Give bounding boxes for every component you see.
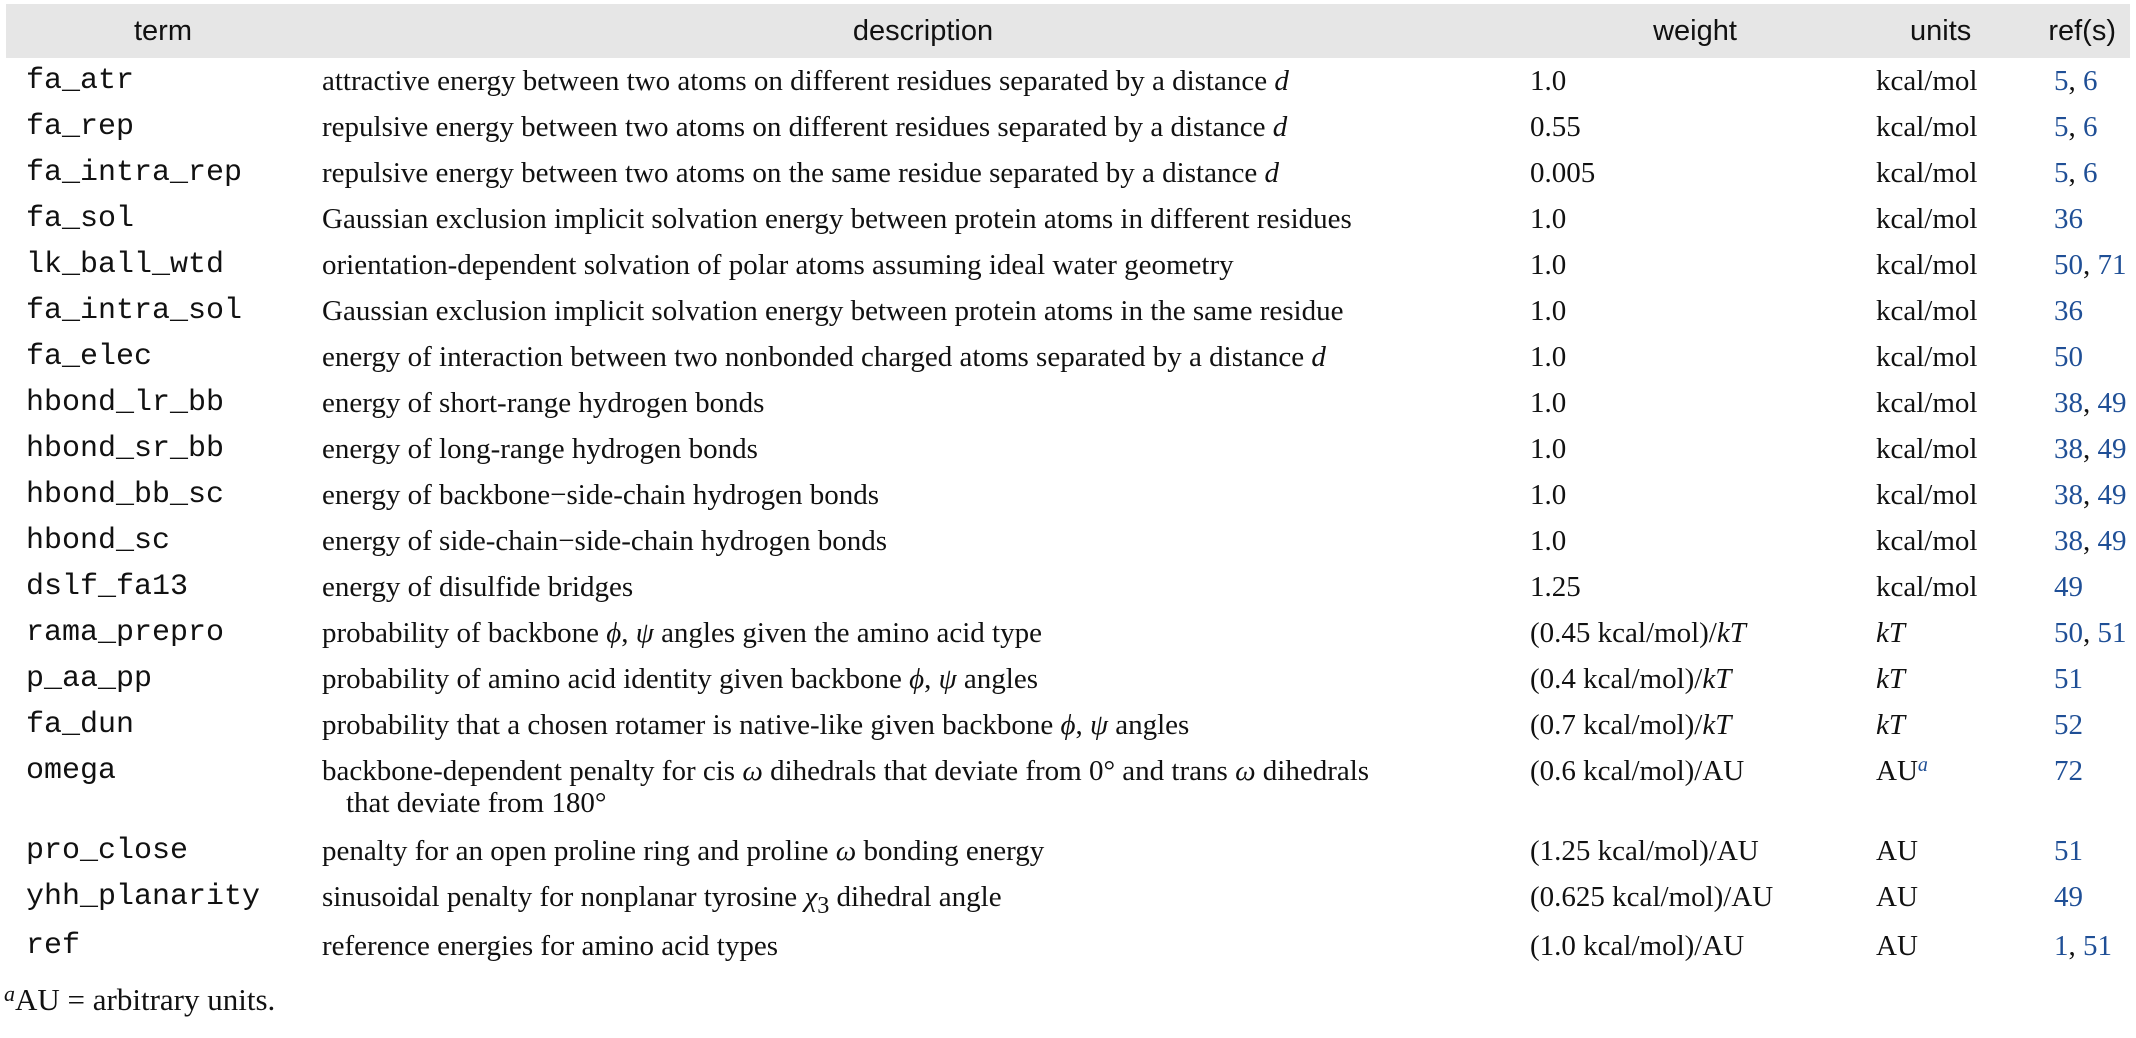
ref-link[interactable]: 1: [2054, 929, 2069, 962]
table-row: [6, 150, 2130, 196]
ref-link[interactable]: 6: [2083, 157, 2098, 189]
refs-cell: [2042, 828, 2130, 874]
units-cell: kcal/mol: [1876, 525, 1978, 557]
table-row: [6, 242, 2130, 288]
description-cell: probability of amino acid identity given backbone ϕ, ψ angles: [322, 663, 1038, 695]
table-row: [6, 828, 2130, 874]
units-cell: kT: [1876, 617, 1905, 649]
units-cell: kcal/mol: [1876, 387, 1978, 419]
ref-link[interactable]: 5: [2054, 157, 2069, 189]
ref-link[interactable]: 49: [2054, 571, 2083, 603]
table-row: [6, 288, 2130, 334]
units-cell: AU: [1876, 835, 1918, 867]
table-header-row: [6, 4, 2130, 58]
refs-cell: 5, 6: [2054, 111, 2098, 143]
score-terms-table: [6, 4, 2130, 969]
units-cell: kcal/mol: [1876, 203, 1978, 235]
units-cell: kcal/mol: [1876, 341, 1978, 373]
term-cell: fa_dun: [26, 708, 135, 742]
weight-cell: 1.0: [1530, 525, 1567, 557]
table-row: [6, 518, 2130, 564]
table-row: [6, 196, 2130, 242]
refs-cell: 38, 49: [2054, 433, 2127, 465]
refs-cell: 5, 6: [2054, 65, 2098, 97]
weight-cell: 1.0: [1530, 433, 1567, 465]
ref-link[interactable]: 49: [2097, 433, 2127, 465]
term-cell: p_aa_pp: [26, 662, 153, 696]
ref-link[interactable]: 51: [2054, 835, 2083, 867]
refs-cell: 5, 6: [2054, 157, 2098, 189]
weight-cell: 1.0: [1530, 295, 1567, 327]
ref-link[interactable]: 51: [2054, 663, 2083, 695]
weight-cell: 1.0: [1530, 65, 1567, 97]
refs-cell: 1, 51: [2054, 929, 2112, 962]
refs-cell: [2042, 196, 2130, 242]
term-cell: rama_prepro: [26, 616, 225, 650]
units-cell: kT: [1876, 709, 1905, 741]
refs-cell: 38, 49: [2054, 387, 2127, 419]
ref-link[interactable]: 6: [2083, 65, 2098, 97]
footnote-link[interactable]: a: [1917, 754, 1928, 776]
term-cell: dslf_fa13: [26, 570, 189, 604]
table-row: [6, 104, 2130, 150]
description-cell: energy of interaction between two nonbonded charged atoms separated by a distance d: [322, 341, 1326, 373]
description-cell: probability that a chosen rotamer is native-like given backbone ϕ, ψ angles: [322, 709, 1190, 741]
refs-cell: 38, 49: [2054, 525, 2127, 557]
description-cell: sinusoidal penalty for nonplanar tyrosine $\chi_3$ dihedral angle: [322, 881, 1002, 919]
units-cell: AU$^a$: [1876, 754, 1928, 787]
weight-cell: 0.55: [1530, 111, 1581, 143]
term-cell: fa_rep: [26, 110, 135, 144]
refs-cell: [2042, 334, 2130, 380]
header-units: units: [1910, 14, 1972, 47]
description-cell: repulsive energy between two atoms on different residues separated by a distance d: [322, 111, 1288, 143]
table-row: [6, 334, 2130, 380]
term-cell: ref: [26, 928, 81, 963]
table-row: [6, 472, 2130, 518]
weight-cell: (0.7 kcal/mol)/kT: [1530, 709, 1732, 741]
table-row: [6, 748, 2130, 828]
ref-link[interactable]: 50: [2054, 617, 2083, 649]
description-cell: reference energies for amino acid types: [322, 929, 778, 962]
weight-cell: (0.625 kcal/mol)/AU: [1530, 881, 1774, 913]
ref-link[interactable]: 49: [2054, 881, 2083, 913]
header-description: description: [852, 14, 994, 47]
ref-link[interactable]: 50: [2054, 341, 2083, 373]
weight-cell: (0.45 kcal/mol)/kT: [1530, 617, 1746, 649]
description-cell: energy of long-range hydrogen bonds: [322, 433, 758, 465]
table-row: [6, 58, 2130, 104]
term-cell: yhh_planarity: [26, 880, 261, 914]
term-cell: pro_close: [26, 834, 189, 868]
ref-link[interactable]: 51: [2083, 929, 2112, 962]
description-cell: energy of disulfide bridges: [322, 571, 634, 603]
units-cell: AU: [1876, 881, 1918, 913]
table-row: [6, 656, 2130, 702]
refs-cell: 50, 71: [2054, 249, 2127, 281]
description-cell: Gaussian exclusion implicit solvation energy between protein atoms in different residues: [322, 203, 1352, 235]
table-footnote: [4, 982, 275, 1018]
description-cell: energy of side-chain−side-chain hydrogen bonds: [322, 525, 888, 557]
weight-cell: (0.4 kcal/mol)/kT: [1530, 663, 1732, 695]
weight-cell: (1.0 kcal/mol)/AU: [1530, 929, 1745, 962]
ref-link[interactable]: 50: [2054, 249, 2083, 281]
refs-cell: [2042, 564, 2130, 610]
units-cell: kcal/mol: [1876, 433, 1978, 465]
header-refs: ref(s): [2048, 14, 2116, 47]
table-row: [6, 426, 2130, 472]
weight-cell: 1.0: [1530, 479, 1567, 511]
table-row: [6, 380, 2130, 426]
weight-cell: 1.0: [1530, 249, 1567, 281]
ref-link[interactable]: 72: [2054, 755, 2083, 787]
ref-link[interactable]: 36: [2054, 203, 2083, 235]
units-cell: AU: [1876, 929, 1918, 962]
table-row: [6, 564, 2130, 610]
ref-link[interactable]: 49: [2097, 525, 2127, 557]
term-cell: fa_atr: [26, 64, 135, 98]
description-cell: energy of backbone−side-chain hydrogen bonds: [322, 479, 879, 511]
refs-cell: 50, 51: [2054, 617, 2127, 649]
weight-cell: 1.0: [1530, 387, 1567, 419]
term-cell: fa_sol: [26, 202, 135, 236]
weight-cell: 1.0: [1530, 203, 1567, 235]
header-weight: weight: [1653, 14, 1737, 47]
term-cell: hbond_sr_bb: [26, 432, 225, 466]
description-cell: penalty for an open proline ring and proline ω bonding energy: [322, 835, 1045, 867]
description-continuation: that deviate from 180°: [346, 787, 607, 819]
units-cell: kcal/mol: [1876, 65, 1978, 97]
description-cell: orientation-dependent solvation of polar atoms assuming ideal water geometry: [322, 249, 1234, 281]
units-cell: kcal/mol: [1876, 157, 1978, 189]
refs-cell: [2042, 748, 2130, 828]
weight-cell: (0.6 kcal/mol)/AU: [1530, 755, 1745, 787]
description-cell: probability of backbone ϕ, ψ angles given the amino acid type: [322, 617, 1042, 649]
ref-link[interactable]: 38: [2054, 387, 2083, 419]
description-cell: repulsive energy between two atoms on the same residue separated by a distance d: [322, 157, 1279, 189]
refs-cell: [2042, 874, 2130, 923]
ref-link[interactable]: 71: [2097, 249, 2127, 281]
term-cell: hbond_sc: [26, 524, 171, 558]
units-cell: kcal/mol: [1876, 479, 1978, 511]
ref-link[interactable]: 5: [2054, 65, 2069, 97]
header-term: term: [134, 14, 192, 47]
ref-link[interactable]: 38: [2054, 479, 2083, 511]
units-cell: kcal/mol: [1876, 111, 1978, 143]
footnote-text: AU = arbitrary units.: [15, 982, 276, 1017]
units-cell: kT: [1876, 663, 1905, 695]
ref-link[interactable]: 51: [2097, 617, 2127, 649]
term-cell: hbond_lr_bb: [26, 386, 225, 420]
weight-cell: (1.25 kcal/mol)/AU: [1530, 835, 1759, 867]
refs-cell: [2042, 702, 2130, 748]
description-cell: energy of short-range hydrogen bonds: [322, 387, 765, 419]
ref-link[interactable]: 38: [2054, 433, 2083, 465]
term-cell: omega: [26, 754, 117, 788]
description-cell: backbone-dependent penalty for cis ω dihedrals that deviate from 0° and trans ω dihedrals that deviate from 180°: [320, 748, 1526, 828]
refs-cell: [2042, 288, 2130, 334]
ref-link[interactable]: 5: [2054, 111, 2069, 143]
table-row: [6, 874, 2130, 923]
units-cell: kcal/mol: [1876, 571, 1978, 603]
ref-link[interactable]: 49: [2097, 387, 2127, 419]
ref-link[interactable]: 49: [2097, 479, 2127, 511]
ref-link[interactable]: 52: [2054, 709, 2083, 741]
term-cell: fa_intra_rep: [26, 156, 243, 190]
ref-link[interactable]: 38: [2054, 525, 2083, 557]
table-row: [6, 923, 2130, 969]
description-cell: Gaussian exclusion implicit solvation energy between protein atoms in the same residue: [322, 295, 1344, 327]
term-cell: lk_ball_wtd: [26, 248, 225, 282]
units-cell: kcal/mol: [1876, 249, 1978, 281]
ref-link[interactable]: 6: [2083, 111, 2098, 143]
refs-cell: 38, 49: [2054, 479, 2127, 511]
term-cell: fa_intra_sol: [26, 294, 243, 328]
table-row: [6, 610, 2130, 656]
term-cell: fa_elec: [26, 340, 153, 374]
refs-cell: [2042, 656, 2130, 702]
units-cell: kcal/mol: [1876, 295, 1978, 327]
weight-cell: 1.25: [1530, 571, 1581, 603]
footnote-mark: a: [4, 981, 15, 1006]
description-cell: attractive energy between two atoms on different residues separated by a distance d: [322, 65, 1289, 97]
weight-cell: 0.005: [1530, 157, 1596, 189]
table-row: [6, 702, 2130, 748]
weight-cell: 1.0: [1530, 341, 1567, 373]
ref-link[interactable]: 36: [2054, 295, 2083, 327]
term-cell: hbond_bb_sc: [26, 478, 225, 512]
